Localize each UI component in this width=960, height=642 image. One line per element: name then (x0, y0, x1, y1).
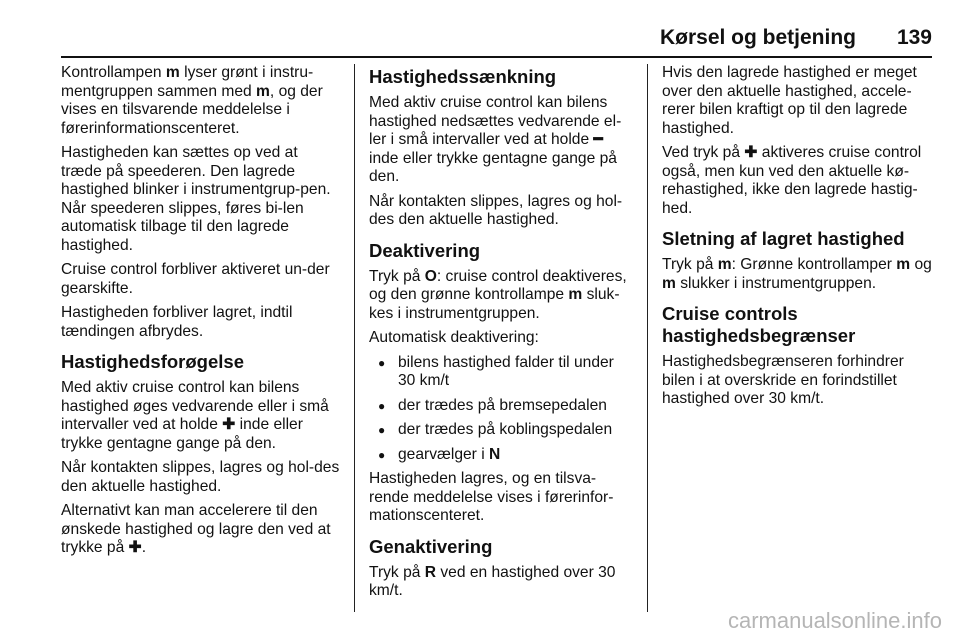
section-heading: Genaktivering (369, 535, 493, 557)
section-heading: Deaktivering (369, 239, 481, 261)
gear-n-symbol: N (489, 445, 501, 463)
paragraph: Automatisk deaktivering: (369, 329, 539, 346)
column-divider (647, 64, 648, 612)
paragraph: Hvis den lagrede hastighed er meget over den aktuelle hastighed, accele-rerer bilen kraftigt op til den lagrede hastighed. (662, 64, 917, 137)
column-left (61, 64, 342, 564)
plus-icon: ✚ (744, 144, 758, 161)
speedometer-set-icon: m (256, 82, 270, 100)
section-heading: Sletning af lagret hastighed (662, 228, 905, 249)
list-item: ● der trædes på bremsepedalen (369, 397, 635, 416)
chapter-title: Kørsel og betjening (659, 26, 856, 49)
paragraph: Ved tryk på ✚ aktiveres cruise control også, men kun ved den aktuelle kø-rehastighed, ikke den lagrede hastig-hed. (662, 144, 922, 217)
paragraph: Tryk på R ved en hastighed over 30 km/t. (369, 563, 616, 599)
page-header (61, 20, 932, 58)
section-heading: Cruise controls hastighedsbegrænser (662, 303, 856, 346)
off-ring-icon: O (424, 267, 437, 285)
paragraph: Hastigheden forbliver lagret, indtil tændingen afbrydes. (61, 304, 293, 340)
paragraph: Når kontakten slippes, lagres og hol-des den aktuelle hastighed. (369, 192, 623, 228)
speedometer-set-icon: m (896, 256, 911, 273)
list-item: ● der trædes på koblingspedalen (369, 421, 635, 440)
paragraph: Alternativt kan man accelerere til den ønskede hastighed og lagre den ved at trykke på ✚. (61, 502, 331, 556)
paragraph: Hastigheden lagres, og en tilsva-rende meddelelse vises i førerinfor-mationscenteret. (369, 470, 614, 524)
plus-icon: ✚ (222, 416, 236, 433)
paragraph: Cruise control forbliver aktiveret un-der gearskifte. (61, 261, 330, 297)
paragraph: Når kontakten slippes, lagres og hol-des den aktuelle hastighed. (61, 459, 340, 495)
minus-icon: ━ (593, 131, 603, 148)
plus-icon: ✚ (128, 539, 142, 556)
speedometer-icon: m (165, 64, 180, 81)
bullet-list (369, 354, 635, 465)
section-heading: Hastighedsforøgelse (61, 351, 244, 372)
section-heading: Hastighedssænkning (369, 66, 557, 87)
paragraph: Tryk på O: cruise control deaktiveres, og den grønne kontrollampe m sluk-kes i instrumentgruppen. (369, 267, 627, 322)
resume-r-symbol: R (424, 563, 437, 581)
watermark: carmanualsonline.info (727, 608, 942, 633)
column-middle (369, 64, 635, 607)
paragraph: Tryk på m: Grønne kontrollamper m og m slukker i instrumentgruppen. (662, 256, 932, 292)
speedometer-icon: m (717, 256, 732, 273)
paragraph: Hastigheden kan sættes op ved at træde på speederen. Den lagrede hastighed blinker i instrumentgrup-pen. Når speederen slippes, føres bi-len automatisk tilbage til den lagrede hastighed. (61, 144, 331, 254)
speedometer-icon: m (568, 286, 583, 303)
column-right (662, 64, 932, 415)
column-divider (354, 64, 355, 612)
paragraph: Hastighedsbegrænseren forhindrer bilen i at overskride en forindstillet hastighed over 30 km/t. (662, 353, 904, 407)
list-item: ● bilens hastighed falder til under 30 km/t (369, 354, 635, 391)
paragraph: Med aktiv cruise control kan bilens hastighed øges vedvarende eller i små intervaller ved at holde ✚ inde eller trykke gentagne gange på den. (61, 379, 329, 452)
speedometer-icon: m (662, 274, 676, 292)
paragraph: Med aktiv cruise control kan bilens hastighed nedsættes vedvarende el-ler i små intervaller ved at holde ━ inde eller trykke gentagne gange på den. (369, 94, 622, 185)
page-number: 139 (896, 26, 932, 49)
paragraph: Kontrollampen m lyser grønt i instru-mentgruppen sammen med m, og der vises en tilsvarende meddelelse i førerinformationscenteret. (61, 64, 323, 137)
list-item: ● gearvælger i N (369, 446, 635, 465)
